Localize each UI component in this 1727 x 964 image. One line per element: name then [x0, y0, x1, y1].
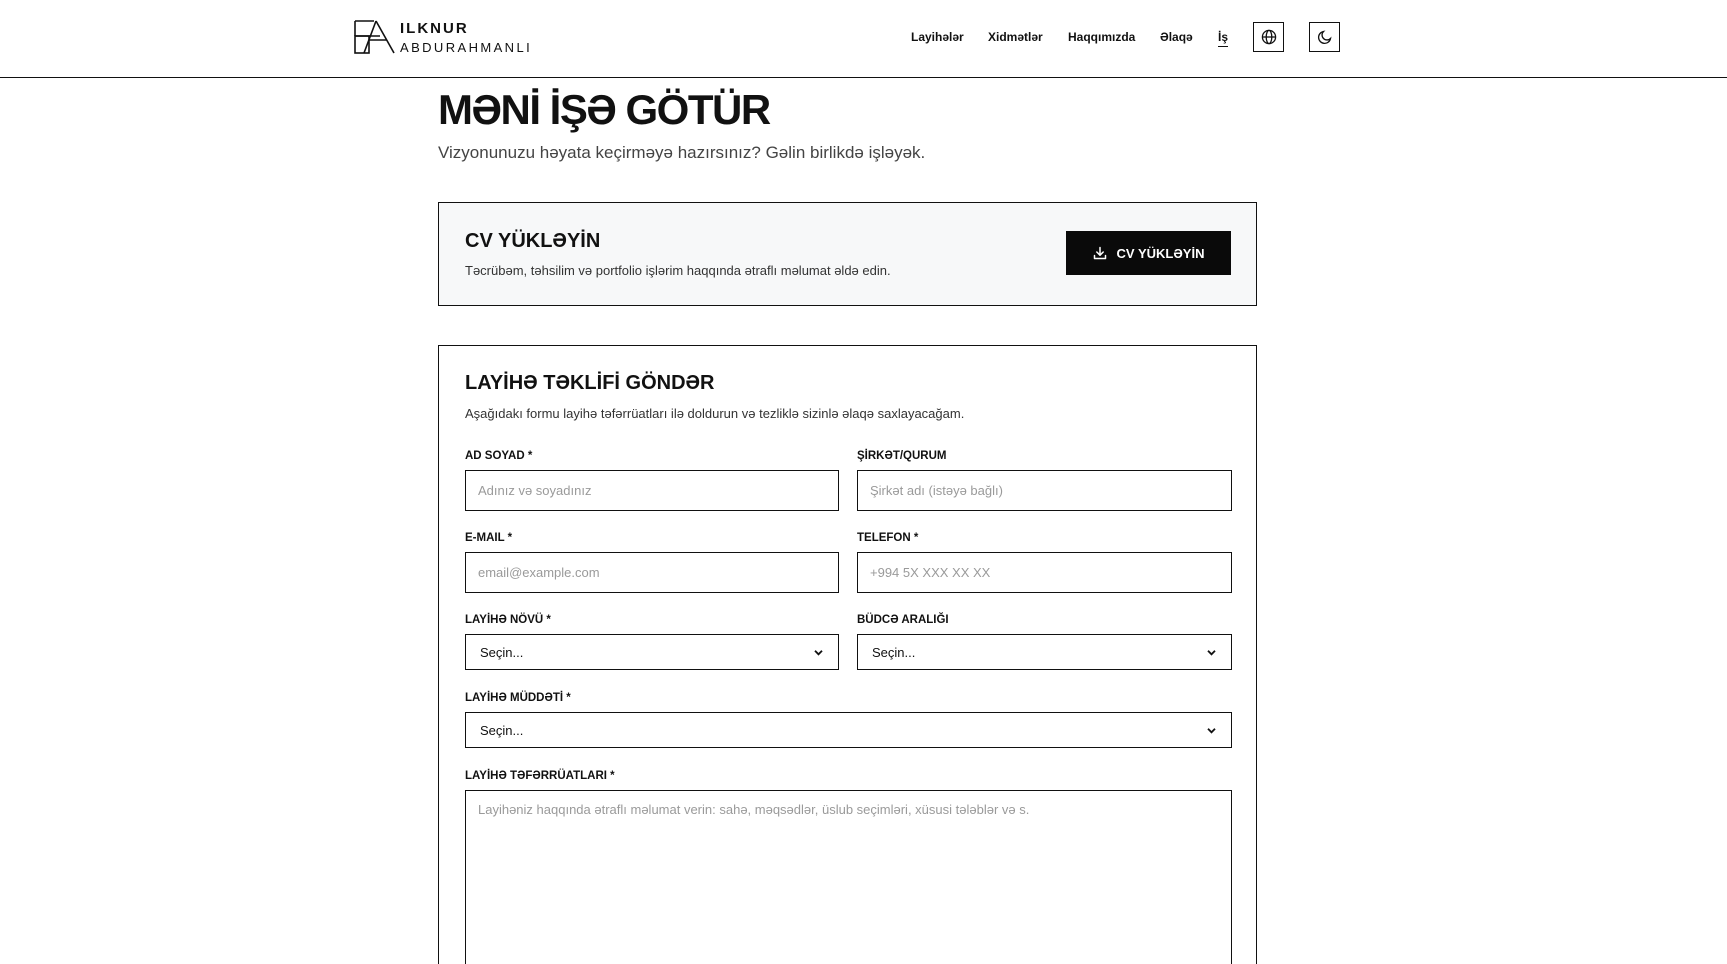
project-proposal-form: [438, 345, 1257, 964]
name-input[interactable]: [465, 470, 839, 511]
project-type-value: Seçin...: [480, 644, 524, 660]
project-type-label: LAYİHƏ NÖVÜ *: [465, 614, 551, 626]
phone-label: TELEFON *: [857, 532, 919, 544]
form-title: LAYİHƏ TƏKLİFİ GÖNDƏR: [465, 372, 715, 394]
duration-label: LAYİHƏ MÜDDƏTİ *: [465, 692, 571, 704]
cv-download-button-label: CV YÜKLƏYİN: [1116, 245, 1205, 261]
duration-select[interactable]: [465, 712, 1232, 748]
phone-input[interactable]: [857, 552, 1232, 593]
nav-item-projects[interactable]: Layihələr: [911, 30, 964, 44]
company-label: ŞİRKƏT/QURUM: [857, 450, 947, 462]
nav-item-hire[interactable]: İş: [1218, 30, 1228, 47]
theme-toggle-button[interactable]: [1309, 22, 1340, 52]
page-title: MƏNİ İŞƏ GÖTÜR: [438, 86, 770, 133]
main-nav: [0, 0, 1727, 74]
chevron-down-icon: [813, 647, 824, 658]
cv-card-title: CV YÜKLƏYİN: [465, 230, 601, 252]
email-input[interactable]: [465, 552, 839, 593]
cv-card-description: Təcrübəm, təhsilim və portfolio işlərim haqqında ətraflı məlumat əldə edin.: [465, 263, 891, 278]
email-label: E-MAIL *: [465, 532, 513, 544]
globe-icon: [1261, 29, 1277, 45]
download-icon: [1093, 246, 1107, 260]
nav-item-about[interactable]: Haqqımızda: [1068, 30, 1136, 44]
details-textarea[interactable]: [465, 790, 1232, 964]
cv-download-card: [438, 202, 1257, 306]
nav-item-contact[interactable]: Əlaqə: [1160, 30, 1193, 44]
chevron-down-icon: [1206, 725, 1217, 736]
budget-label: BÜDCƏ ARALIĞI: [857, 614, 949, 626]
logo-last-name: ABDURAHMANLI: [400, 39, 533, 55]
cv-download-button[interactable]: [1066, 231, 1231, 275]
name-label: AD SOYAD *: [465, 450, 533, 462]
language-button[interactable]: [1253, 22, 1284, 52]
form-description: Aşağıdakı formu layihə təfərrüatları ilə doldurun və tezliklə sizinlə əlaqə saxlayacağam.: [465, 406, 965, 421]
page-subtitle: Vizyonunuzu həyata keçirməyə hazırsınız? Gəlin birlikdə işləyək.: [438, 143, 926, 162]
budget-value: Seçin...: [872, 644, 916, 660]
logo-first-name: ILKNUR: [400, 19, 469, 37]
project-type-select[interactable]: [465, 634, 839, 670]
site-header: [0, 0, 1727, 78]
budget-select[interactable]: [857, 634, 1232, 670]
company-input[interactable]: [857, 470, 1232, 511]
moon-icon: [1317, 29, 1333, 45]
details-label: LAYİHƏ TƏFƏRRÜATLARI *: [465, 770, 615, 782]
nav-item-services[interactable]: Xidmətlər: [988, 30, 1043, 44]
duration-value: Seçin...: [480, 722, 524, 738]
chevron-down-icon: [1206, 647, 1217, 658]
